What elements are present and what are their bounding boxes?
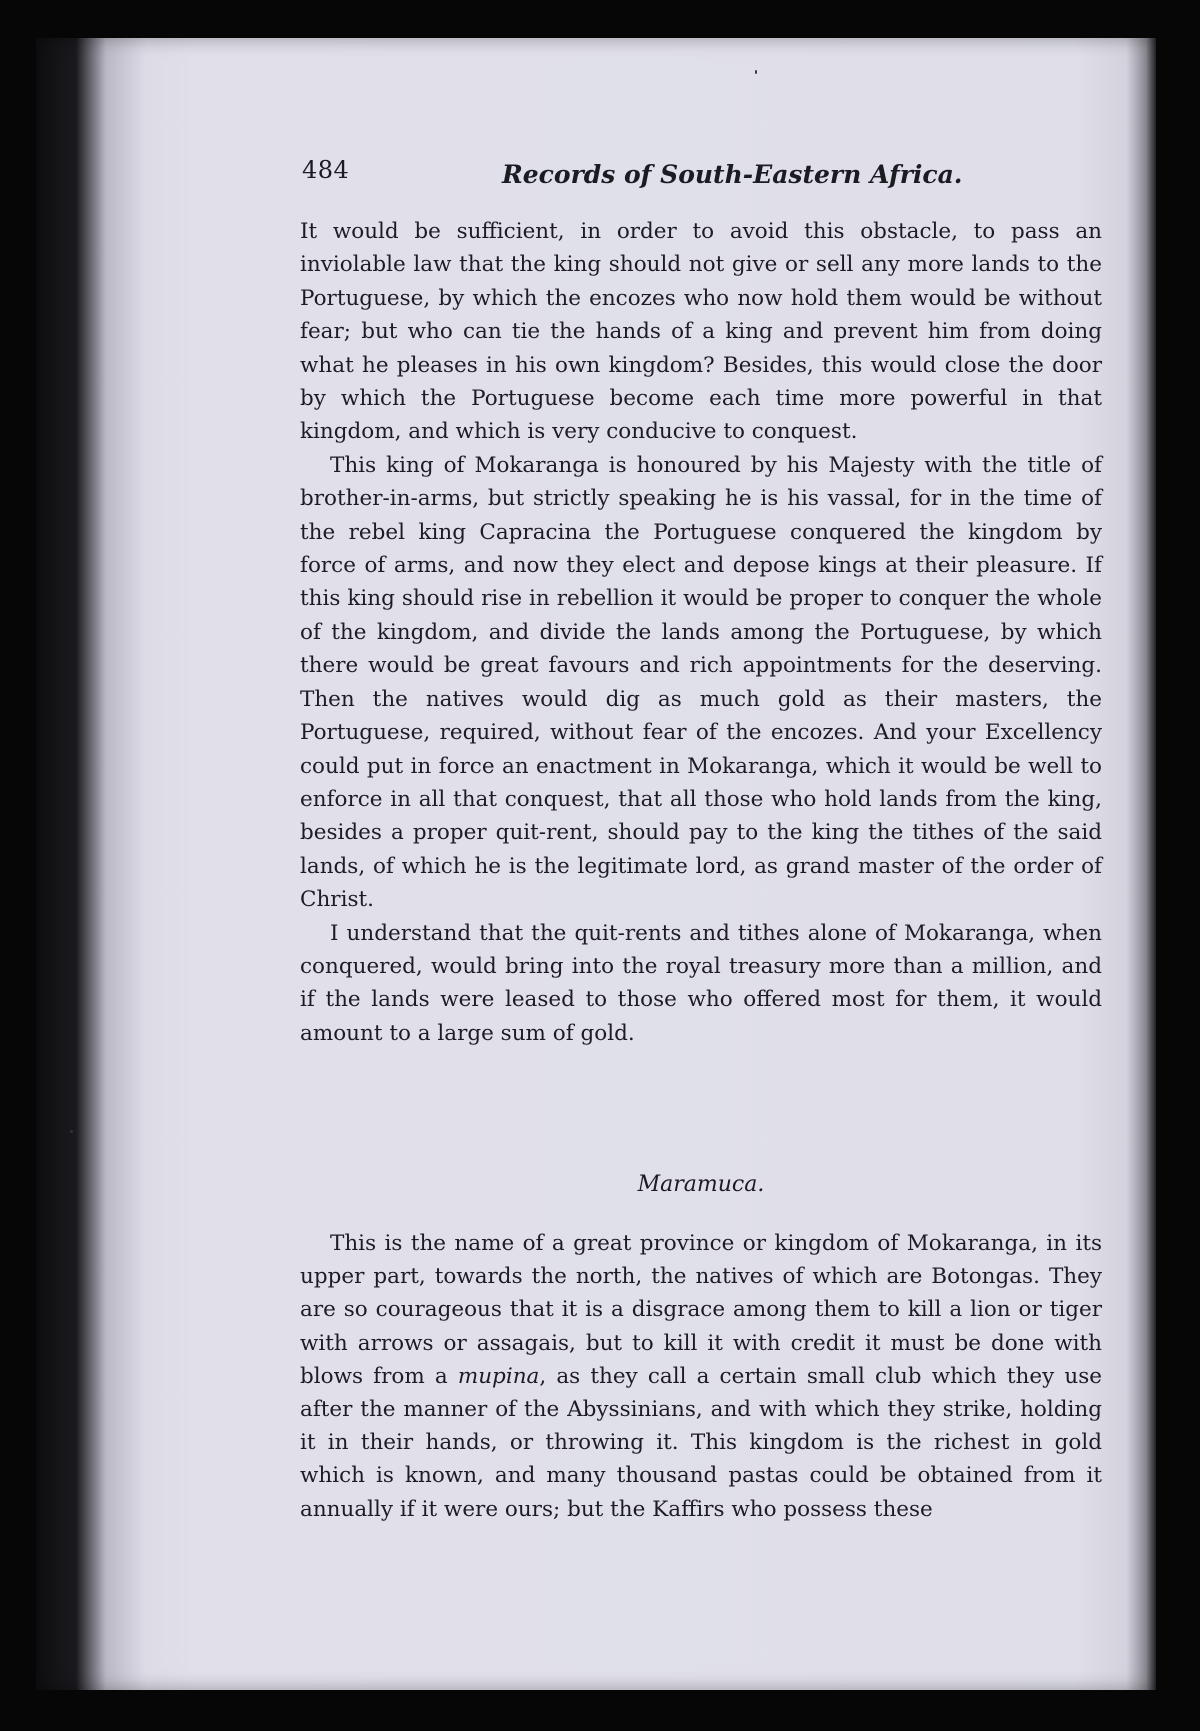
- section-text: [300, 1227, 1102, 1526]
- italic-term: mupina: [457, 1363, 540, 1389]
- page-number: 484: [302, 156, 350, 184]
- paragraph-part: , as they call a certain small club which they use after the manner of the Abyssinians, and with which they strike, holding it in their hands, or throwing it. This kingdom is the richest in gold which is known, and many thousand pastas could be obtained from it annually if it were ours; but the Kaffirs who possess these: [300, 1363, 1102, 1522]
- paragraph: I understand that the quit-rents and tithes alone of Mokaranga, when conquered, would bring into the royal treasury more than a million, and if the lands were leased to those who offered most for them, it would amount to a large sum of gold.: [300, 920, 1102, 1046]
- scan-speck: [755, 70, 757, 74]
- paragraph-part: This is the name of a great province or kingdom of Mokaranga, in its upper part, towards the north, the natives of which are Botongas. They are so courageous that it is a disgrace among them to kill a lion or tiger with arrows or assagais, but to kill it with credit it must be done with blows from a: [300, 1231, 1102, 1389]
- paragraph: This king of Mokaranga is honoured by his Majesty with the title of brother-in-arms, but strictly speaking he is his vassal, for in the time of the rebel king Capracina the Portuguese conquered the kingdom by force of arms, and now they elect and depose kings at their pleasure. If this king should rise in rebellion it would be proper to conquer the whole of the kingdom, and divide the lands among the Portuguese, by which there would be great favours and rich appointments for the deserving. Then the natives would dig as much gold as their masters, the Portuguese, required, without fear of the encozes. And your Excellency could put in force an enactment in Mokaranga, which it would be well to enforce in all that conquest, that all those who hold lands from the king, besides a proper quit-rent, should pay to the king the tithes of the said lands, of which he is the legitimate lord, as grand master of the order of Christ.: [300, 452, 1102, 913]
- page-header: [302, 156, 1102, 196]
- scan-speck: [70, 1130, 73, 1133]
- section-heading: Maramuca.: [637, 1172, 765, 1197]
- paragraph: [300, 1227, 1102, 1526]
- running-title: Records of South-Eastern Africa.: [502, 160, 963, 189]
- paragraph: It would be sufficient, in order to avoid this obstacle, to pass an inviolable law that the king should not give or sell any more lands to the Portuguese, by which the encozes who now hold them would be without fear; but who can tie the hands of a king and prevent him from doing what he pleases in his own kingdom? Besides, this would close the door by which the Portuguese become each time more powerful in that kingdom, and which is very conducive to conquest.: [300, 219, 1102, 445]
- body-text: [300, 215, 1102, 1050]
